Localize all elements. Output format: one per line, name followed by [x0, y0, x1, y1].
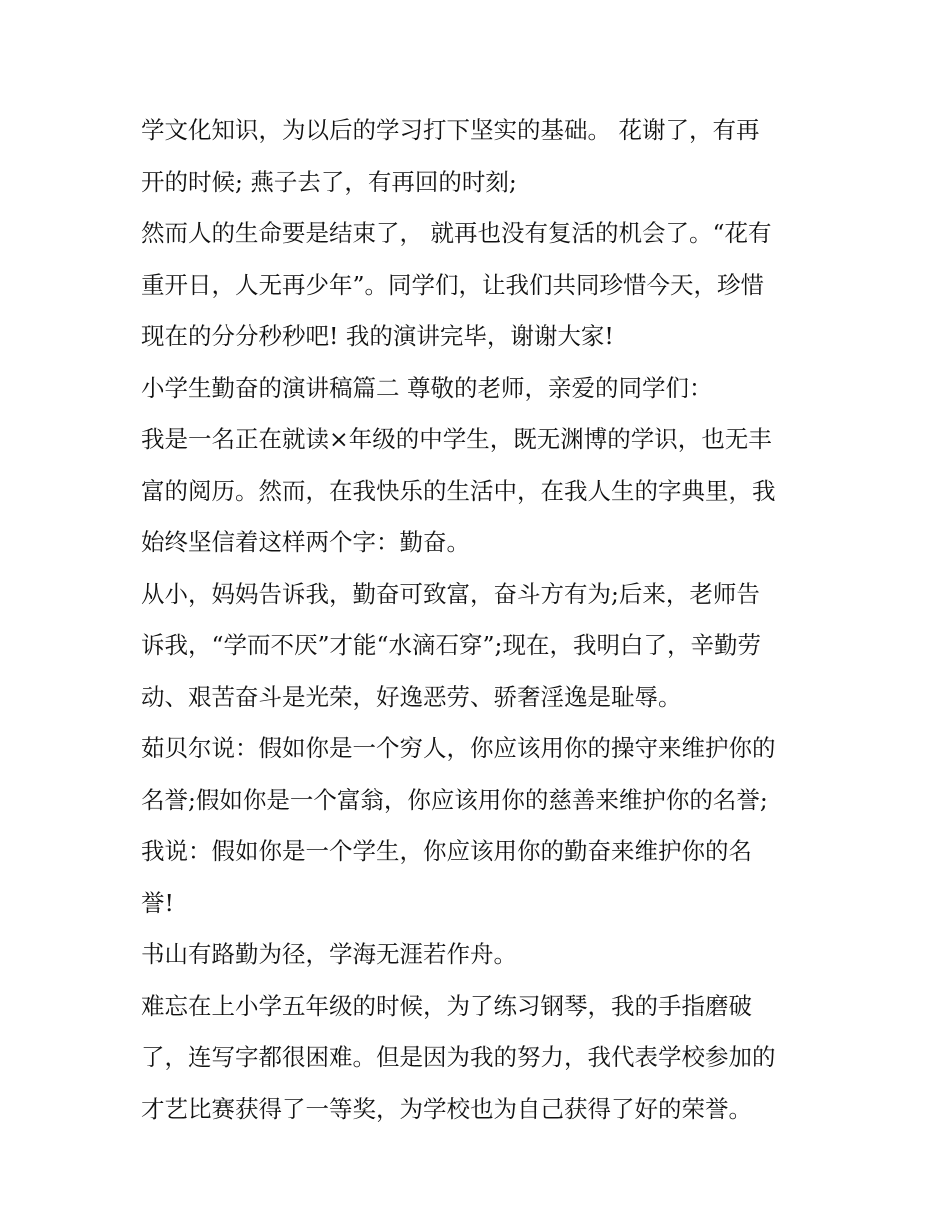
text-line-2: 开的时候; 燕子去了，有再回的时刻;: [141, 167, 517, 196]
text-line-3: 然而人的生命要是结束了， 就再也没有复活的机会了。“花有: [141, 219, 772, 247]
text-line-11: 诉我，“学而不厌”才能“水滴石穿”;现在，我明白了，辛勤劳: [141, 631, 761, 659]
text-line-19: 了，连写字都很困难。但是因为我的努力，我代表学校参加的: [141, 1043, 776, 1071]
text-line-1: 学文化知识，为以后的学习打下坚实的基础。 花谢了，有再: [141, 116, 760, 144]
text-line-14: 名誉;假如你是一个富翁，你应该用你的慈善来维护你的名誉;: [141, 785, 768, 814]
text-line-9: 始终坚信着这样两个字：勤奋。: [141, 528, 470, 556]
text-line-4: 重开日，人无再少年”。同学们，让我们共同珍惜今天，珍惜: [141, 270, 765, 299]
text-line-18: 难忘在上小学五年级的时候，为了练习钢琴，我的手指磨破: [141, 991, 752, 1020]
text-line-15: 我说：假如你是一个学生，你应该用你的勤奋来维护你的名: [141, 837, 752, 865]
text-line-17: 书山有路勤为径，学海无涯若作舟。: [141, 940, 517, 968]
text-line-7: 我是一名正在就读×年级的中学生，既无渊博的学识，也无丰: [141, 425, 772, 453]
document-body: [141, 105, 821, 1135]
section-heading-line: 小学生勤奋的演讲稿篇二 尊敬的老师，亲爱的同学们：: [141, 373, 713, 402]
text-line-13: 茹贝尔说：假如你是一个穷人，你应该用你的操守来维护你的: [141, 734, 776, 762]
text-line-12: 动、艰苦奋斗是光荣，好逸恶劳、骄奢淫逸是耻辱。: [141, 682, 682, 711]
text-line-10: 从小，妈妈告诉我，勤奋可致富，奋斗方有为;后来，老师告: [141, 579, 760, 608]
text-line-20: 才艺比赛获得了一等奖，为学校也为自己获得了好的荣誉。: [141, 1094, 752, 1123]
text-line-8: 富的阅历。然而，在我快乐的生活中，在我人生的字典里，我: [141, 476, 776, 505]
text-line-5: 现在的分分秒秒吧! 我的演讲完毕，谢谢大家!: [141, 322, 614, 350]
text-line-16: 誉!: [141, 888, 174, 917]
